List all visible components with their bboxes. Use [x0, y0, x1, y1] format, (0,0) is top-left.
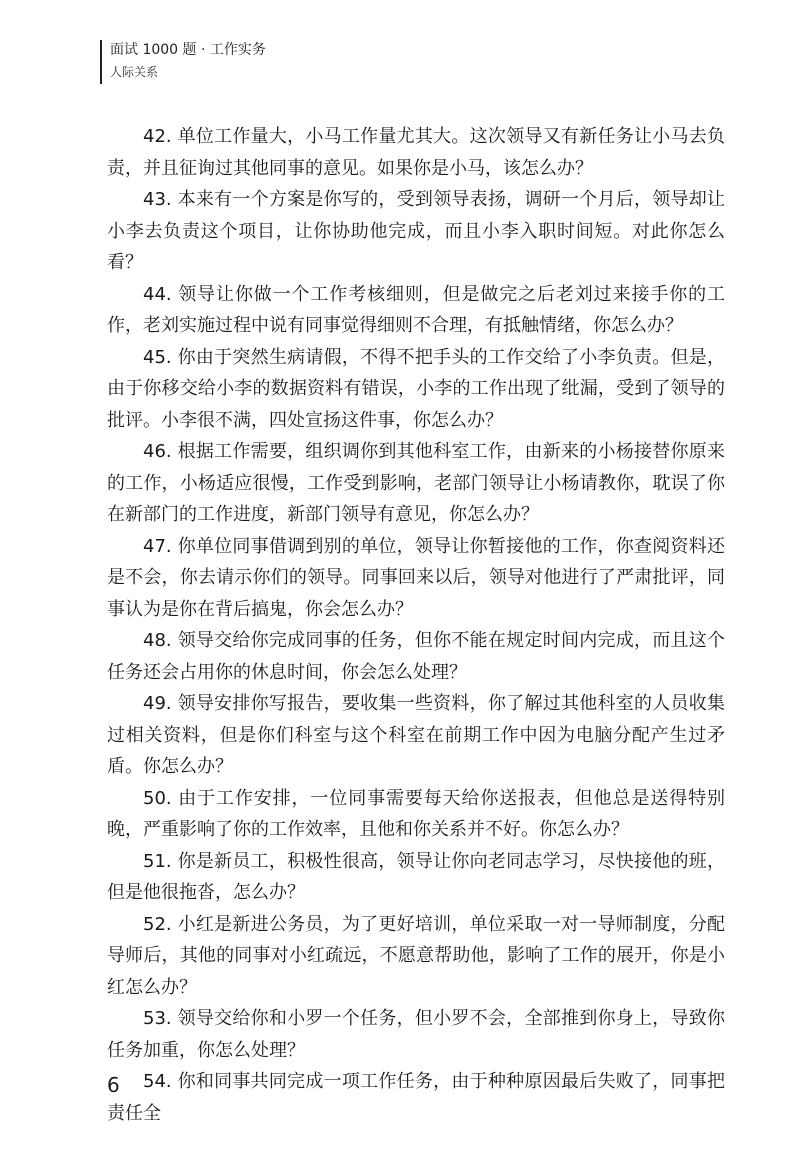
page-number: 6: [107, 1073, 120, 1097]
question-list: [107, 121, 725, 1129]
question-44: 44. 领导让你做一个工作考核细则，但是做完之后老刘过来接手你的工作，老刘实施过程中说有同事觉得细则不合理，有抵触情绪，你怎么办？: [107, 283, 725, 336]
question-50: 50. 由于工作安排，一位同事需要每天给你送报表，但他总是送得特别晚，严重影响了你的工作效率，且他和你关系并不好。你怎么办？: [107, 787, 725, 840]
question-46: 46. 根据工作需要，组织调你到其他科室工作，由新来的小杨接替你原来的工作，小杨适应很慢，工作受到影响，老部门领导让小杨请教你，耽误了你在新部门的工作进度，新部门领导有意见，你怎么办？: [107, 441, 725, 525]
question-53: 53. 领导交给你和小罗一个任务，但小罗不会，全部推到你身上，导致你任务加重，你怎么处理？: [107, 1008, 725, 1061]
question-52: 52. 小红是新进公务员，为了更好培训，单位采取一对一导师制度，分配导师后，其他的同事对小红疏远，不愿意帮助他，影响了工作的展开，你是小红怎么办？: [107, 913, 725, 998]
chapter-title: 人际关系: [110, 65, 159, 79]
question-43: 43. 本来有一个方案是你写的，受到领导表扬，调研一个月后，领导却让小李去负责这个项目，让你协助他完成，而且小李入职时间短。对此你怎么看？: [107, 189, 725, 273]
question-47: 47. 你单位同事借调到别的单位，领导让你暂接他的工作，你查阅资料还是不会，你去请示你们的领导。同事回来以后，领导对他进行了严肃批评，同事认为是你在背后搞鬼，你会怎么办？: [107, 535, 725, 620]
question-54: 54. 你和同事共同完成一项工作任务，由于种种原因最后失败了，同事把责任全: [107, 1071, 725, 1124]
question-42: 42. 单位工作量大，小马工作量尤其大。这次领导又有新任务让小马去负责，并且征询过其他同事的意见。如果你是小马，该怎么办？: [107, 126, 725, 179]
running-header: [100, 38, 300, 88]
question-48: 48. 领导交给你完成同事的任务，但你不能在规定时间内完成，而且这个任务还会占用你的休息时间，你会怎么处理？: [107, 630, 725, 683]
header-rule: [100, 40, 102, 84]
book-title: 面试 1000 题 · 工作实务: [110, 42, 266, 58]
question-49: 49. 领导安排你写报告，要收集一些资料，你了解过其他科室的人员收集过相关资料，但是你们科室与这个科室在前期工作中因为电脑分配产生过矛盾。你怎么办？: [107, 693, 725, 777]
question-45: 45. 你由于突然生病请假，不得不把手头的工作交给了小李负责。但是，由于你移交给小李的数据资料有错误，小李的工作出现了纰漏，受到了领导的批评。小李很不满，四处宣扬这件事，你怎么办？: [107, 346, 725, 431]
question-51: 51. 你是新员工，积极性很高，领导让你向老同志学习，尽快接他的班，但是他很拖沓，怎么办？: [107, 850, 725, 903]
